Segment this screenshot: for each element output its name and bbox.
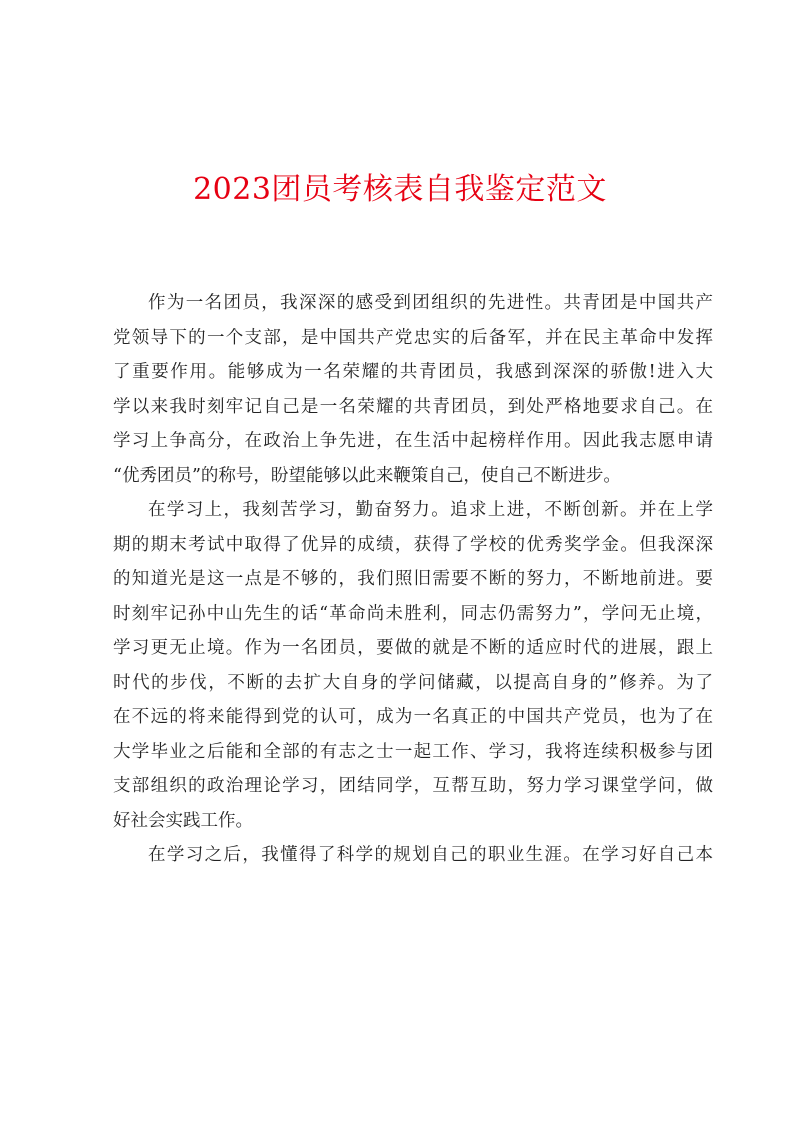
paragraph-line: 在不远的将来能得到党的认可，成为一名真正的中国共产党员，也为了在 [113, 707, 713, 727]
paragraph-line: “优秀团员”的称号，盼望能够以此来鞭策自己，使自己不断进步。 [113, 465, 621, 486]
paragraph-line: 时刻牢记孙中山先生的话“革命尚未胜利，同志仍需努力”，学问无止境， [113, 603, 713, 624]
paragraph-3 [113, 838, 713, 873]
paragraph-line: 作为一名团员，我深深的感受到团组织的先进性。共青团是中国共产 [148, 293, 713, 313]
paragraph-line: 在学习上，我刻苦学习，勤奋努力。追求上进，不断创新。并在上学 [148, 500, 713, 520]
document-title: 2023团员考核表自我鉴定范文 [193, 172, 607, 207]
paragraph-line: 了重要作用。能够成为一名荣耀的共青团员，我感到深深的骄傲!进入大 [113, 362, 713, 382]
paragraph-line: 学习上争高分，在政治上争先进，在生活中起榜样作用。因此我志愿申请 [113, 431, 713, 451]
paragraph-line: 时代的步伐，不断的去扩大自身的学问储藏，以提高自身的”修养。为了 [113, 672, 713, 693]
paragraph-line: 的知道光是这一点是不够的，我们照旧需要不断的努力，不断地前进。要 [113, 569, 713, 589]
paragraph-line: 学习更无止境。作为一名团员，要做的就是不断的适应时代的进展，跟上 [113, 638, 713, 658]
document-body [113, 286, 713, 873]
paragraph-line: 在学习之后，我懂得了科学的规划自己的职业生涯。在学习好自己本 [148, 845, 713, 865]
paragraph-2 [113, 493, 713, 838]
paragraph-1 [113, 286, 713, 493]
paragraph-line: 好社会实践工作。 [113, 810, 253, 831]
paragraph-line: 党领导下的一个支部，是中国共产党忠实的后备军，并在民主革命中发挥 [113, 327, 713, 348]
paragraph-line: 大学毕业之后能和全部的有志之士一起工作、学习，我将连续积极参与团 [113, 741, 713, 762]
paragraph-line: 支部组织的政治理论学习，团结同学，互帮互助，努力学习课堂学问，做 [113, 776, 713, 796]
paragraph-line: 期的期末考试中取得了优异的成绩，获得了学校的优秀奖学金。但我深深 [113, 534, 713, 555]
paragraph-line: 学以来我时刻牢记自己是一名荣耀的共青团员，到处严格地要求自己。在 [113, 396, 713, 417]
